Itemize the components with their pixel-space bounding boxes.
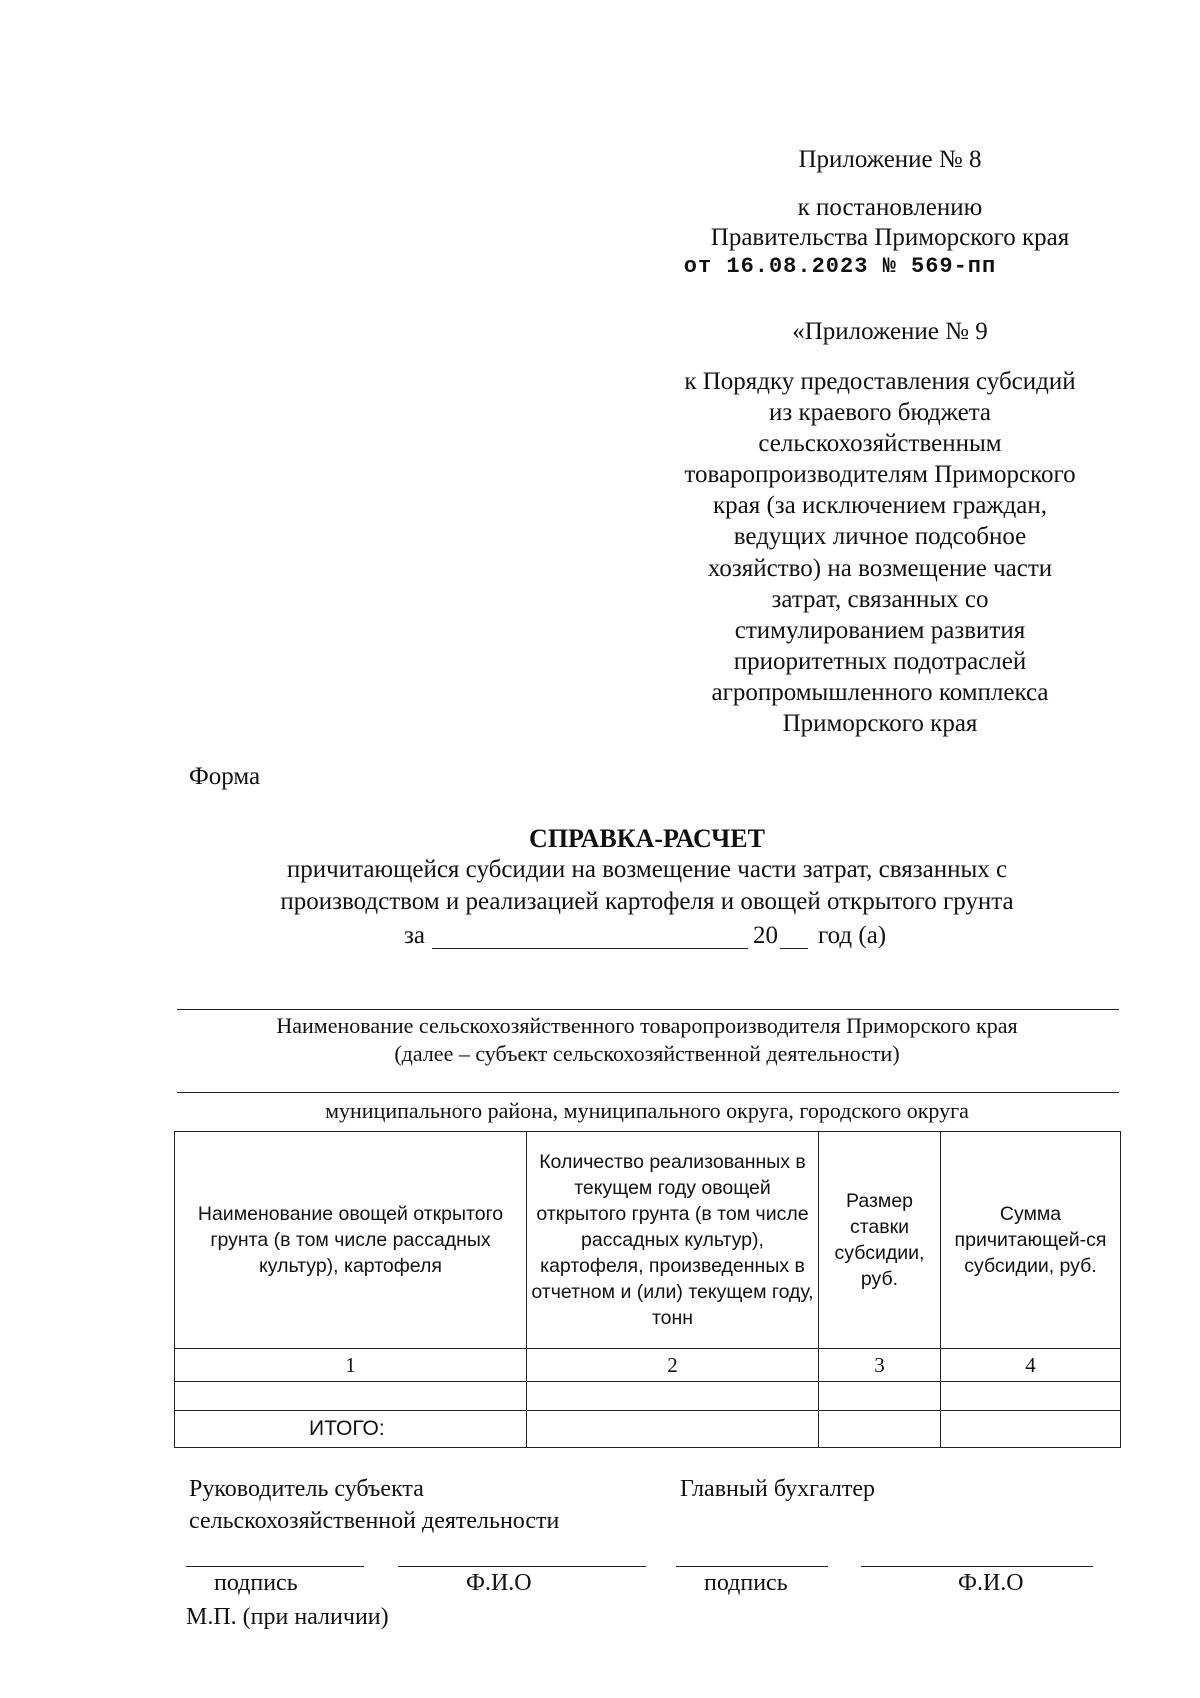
header-vegetable-name: Наименование овощей открытого грунта (в том числе рассадных культур), картофеля [175, 1132, 527, 1349]
title-line-1: причитающейся субсидии на возмещение части затрат, связанных с [286, 856, 1008, 883]
seal-label: М.П. (при наличии) [186, 1604, 389, 1630]
producer-caption-2: (далее – субъект сельскохозяйственной деятельности) [394, 1041, 900, 1066]
appendix-9-line: стимулированием развития [734, 616, 1026, 644]
appendix-9-line: затрат, связанных со [771, 585, 989, 613]
column-number: 2 [527, 1349, 819, 1382]
total-label: ИТОГО: [175, 1411, 527, 1448]
head-name-caption: Ф.И.О [466, 1570, 532, 1596]
total-row [175, 1411, 1121, 1448]
municipality-blank[interactable] [177, 1092, 1119, 1093]
appendix-9-line: из краевого бюджета [768, 399, 992, 427]
table-header-row [175, 1132, 1121, 1349]
header-rate: Размер ставки субсидии, руб. [819, 1132, 941, 1349]
column-number: 1 [175, 1349, 527, 1382]
document-title: СПРАВКА-РАСЧЕТ [529, 824, 765, 853]
accountant-label: Главный бухгалтер [680, 1476, 875, 1502]
total-rate-cell[interactable] [819, 1411, 941, 1448]
appendix-9-line: агропромышленного комплекса [711, 678, 1049, 706]
period-blank[interactable] [432, 948, 748, 949]
header-quantity: Количество реализованных в текущем году овощей открытого грунта (в том числе рассадных культур), картофеля, произведенных в отчетном и (или) текущем году, тонн [527, 1132, 819, 1349]
appendix-9-text [640, 366, 1120, 739]
table-cell[interactable] [941, 1382, 1121, 1411]
period-suffix: год (а) [818, 922, 887, 949]
appendix-9-line: приоритетных подотраслей [733, 647, 1027, 675]
period-year: 20 [753, 922, 778, 949]
year-blank[interactable] [780, 948, 808, 949]
accountant-signature-caption: подпись [704, 1570, 788, 1596]
appendix-9-line: хозяйство) на возмещение части [707, 554, 1053, 582]
appendix-9-line: товаропроизводителям Приморского [684, 461, 1076, 489]
head-signature-blank[interactable] [186, 1566, 364, 1567]
appendix-9-line: ведущих личное подсобное [733, 523, 1027, 551]
column-number: 4 [941, 1349, 1121, 1382]
accountant-name-caption: Ф.И.О [958, 1570, 1024, 1596]
total-quantity-cell[interactable] [527, 1411, 819, 1448]
subsidy-calculation-table [174, 1131, 1121, 1448]
table-cell[interactable] [175, 1382, 527, 1411]
appendix-9-line: Приморского края [782, 710, 978, 738]
resolution-reference: к постановлению [797, 194, 983, 221]
resolution-date-number: от 16.08.2023 № 569-пп [683, 254, 997, 279]
header-amount: Сумма причитающей-ся субсидии, руб. [941, 1132, 1121, 1349]
form-label: Форма [189, 763, 261, 790]
government-name: Правительства Приморского края [710, 224, 1070, 251]
head-label-1: Руководитель субъекта [189, 1476, 424, 1502]
title-line-2: производством и реализацией картофеля и овощей открытого грунта [280, 888, 1014, 915]
appendix-9-line: к Порядку предоставления субсидий [684, 368, 1076, 395]
appendix-8-title: Приложение № 8 [798, 146, 982, 173]
producer-name-blank[interactable] [177, 1009, 1119, 1010]
table-cell[interactable] [527, 1382, 819, 1411]
column-number: 3 [819, 1349, 941, 1382]
table-row [175, 1382, 1121, 1411]
table-cell[interactable] [819, 1382, 941, 1411]
total-amount-cell[interactable] [941, 1411, 1121, 1448]
municipality-caption: муниципального района, муниципального округа, городского округа [325, 1098, 969, 1123]
accountant-name-blank[interactable] [861, 1566, 1093, 1567]
appendix-9-title: «Приложение № 9 [792, 318, 988, 345]
head-label-2: сельскохозяйственной деятельности [189, 1508, 560, 1534]
appendix-9-line: края (за исключением граждан, [712, 492, 1048, 520]
producer-caption-1: Наименование сельскохозяйственного товаропроизводителя Приморского края [276, 1013, 1018, 1038]
head-name-blank[interactable] [398, 1566, 646, 1567]
appendix-9-line: сельскохозяйственным [758, 430, 1002, 458]
period-prefix: за [404, 922, 425, 949]
column-numbers-row [175, 1349, 1121, 1382]
head-signature-caption: подпись [214, 1570, 298, 1596]
accountant-signature-blank[interactable] [676, 1566, 828, 1567]
